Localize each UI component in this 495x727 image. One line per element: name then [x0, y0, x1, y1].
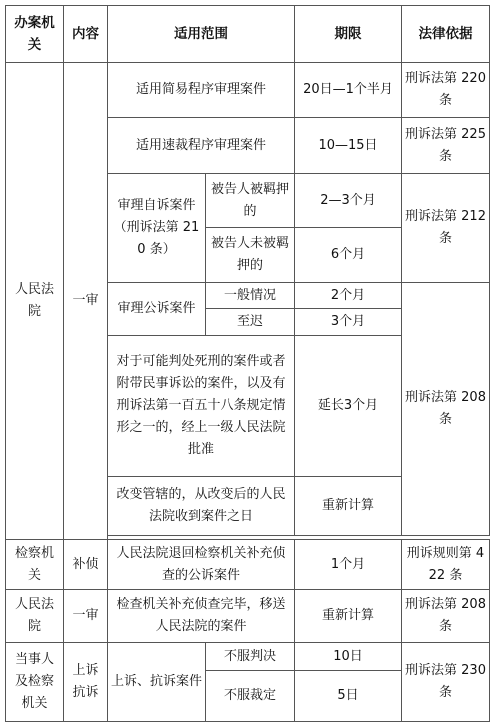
office-cell: 人民法院 — [6, 62, 64, 539]
period-cell: 10日 — [295, 643, 402, 671]
table-row — [6, 62, 490, 118]
header-row — [6, 6, 490, 63]
time-limit-table — [5, 5, 490, 722]
header-period: 期限 — [295, 6, 402, 63]
period-cell: 延长3个月 — [295, 335, 402, 477]
content-cell: 上诉抗诉 — [64, 643, 108, 722]
condition-cell: 不服裁定 — [206, 671, 295, 722]
content-cell: 补侦 — [64, 539, 108, 590]
period-cell: 5日 — [295, 671, 402, 722]
header-content: 内容 — [64, 6, 108, 63]
table-row — [6, 643, 490, 671]
table-row — [6, 590, 490, 643]
period-cell: 1个月 — [295, 539, 402, 590]
basis-cell: 刑诉法第 208 条 — [402, 283, 490, 536]
period-cell: 20日—1个半月 — [295, 62, 402, 118]
condition-cell: 不服判决 — [206, 643, 295, 671]
scope-cell: 适用速裁程序审理案件 — [108, 118, 295, 174]
scope-cell: 人民法院退回检察机关补充侦查的公诉案件 — [108, 539, 295, 590]
scope-cell: 适用简易程序审理案件 — [108, 62, 295, 118]
period-cell: 重新计算 — [295, 590, 402, 643]
header-scope: 适用范围 — [108, 6, 295, 63]
basis-cell: 刑诉法第 212 条 — [402, 173, 490, 282]
basis-cell: 刑诉法第 225 条 — [402, 118, 490, 174]
condition-cell: 一般情况 — [206, 283, 295, 309]
basis-cell: 刑诉法第 230 条 — [402, 643, 490, 722]
scope-cell: 审理自诉案件（刑诉法第 210 条） — [108, 173, 206, 282]
content-cell: 一审 — [64, 590, 108, 643]
condition-cell: 至迟 — [206, 309, 295, 335]
office-cell: 人民法院 — [6, 590, 64, 643]
header-office: 办案机关 — [6, 6, 64, 63]
basis-cell: 刑诉法第 208 条 — [402, 590, 490, 643]
scope-cell: 审理公诉案件 — [108, 283, 206, 336]
period-cell: 2—3个月 — [295, 173, 402, 228]
period-cell: 2个月 — [295, 283, 402, 309]
basis-cell: 刑诉规则第 422 条 — [402, 539, 490, 590]
office-cell: 检察机关 — [6, 539, 64, 590]
content-cell: 一审 — [64, 62, 108, 539]
header-basis: 法律依据 — [402, 6, 490, 63]
period-cell: 重新计算 — [295, 477, 402, 536]
scope-cell: 改变管辖的，从改变后的人民法院收到案件之日 — [108, 477, 295, 536]
office-cell: 当事人及检察机关 — [6, 643, 64, 722]
scope-cell: 上诉、抗诉案件 — [108, 643, 206, 722]
basis-cell: 刑诉法第 220 条 — [402, 62, 490, 118]
scope-cell: 对于可能判处死刑的案件或者附带民事诉讼的案件，以及有刑诉法第一百五十八条规定情形之一的，经上一级人民法院批准 — [108, 335, 295, 477]
period-cell: 3个月 — [295, 309, 402, 335]
period-cell: 6个月 — [295, 228, 402, 283]
period-cell: 10—15日 — [295, 118, 402, 174]
condition-cell: 被告人未被羁押的 — [206, 228, 295, 283]
table-row — [6, 539, 490, 590]
scope-cell: 检查机关补充侦查完毕，移送人民法院的案件 — [108, 590, 295, 643]
condition-cell: 被告人被羁押的 — [206, 173, 295, 228]
